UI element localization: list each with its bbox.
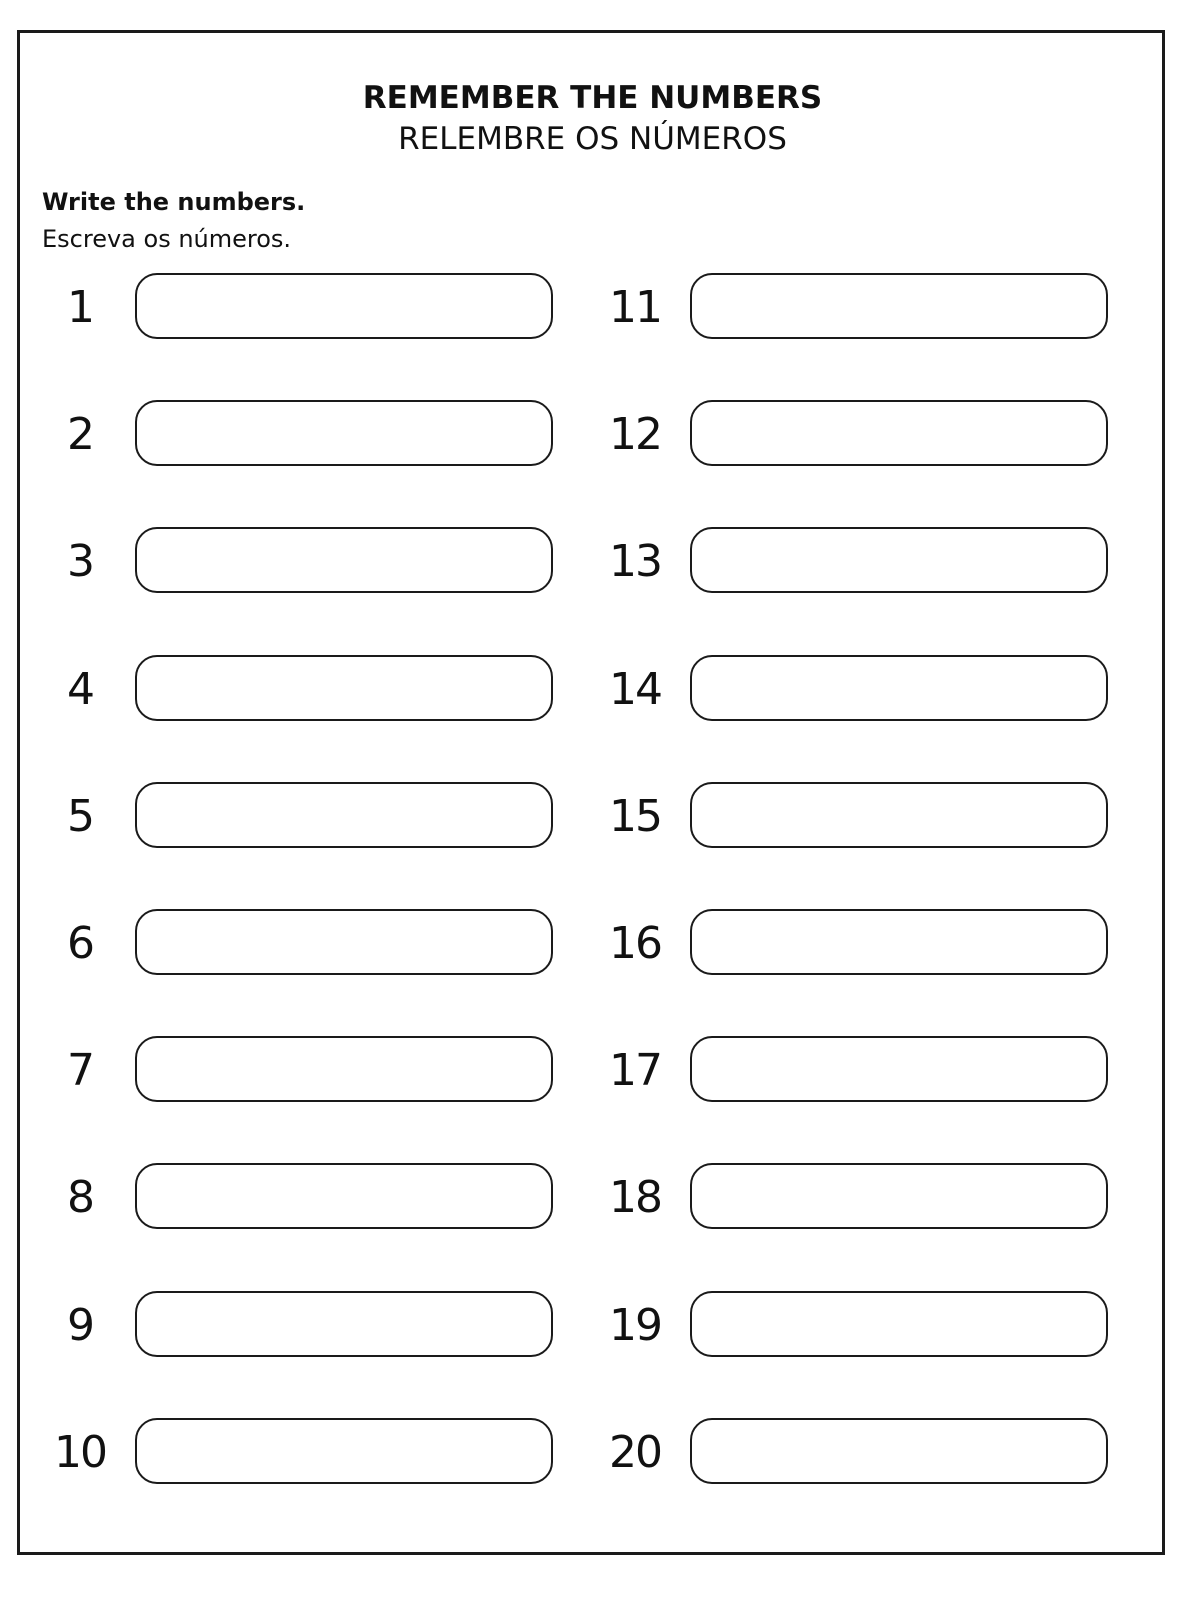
instruction-portuguese: Escreva os números.	[42, 225, 292, 253]
number-label: 12	[609, 409, 661, 460]
answer-box[interactable]	[690, 1291, 1108, 1357]
answer-box[interactable]	[690, 909, 1108, 975]
answer-box[interactable]	[690, 1418, 1108, 1484]
answer-box[interactable]	[135, 782, 553, 848]
number-label: 16	[609, 918, 661, 969]
answer-box[interactable]	[135, 1291, 553, 1357]
answer-box[interactable]	[690, 273, 1108, 339]
number-label: 2	[67, 409, 93, 460]
number-label: 11	[609, 282, 661, 333]
answer-box[interactable]	[135, 1418, 553, 1484]
number-label: 4	[67, 664, 93, 715]
number-label: 9	[67, 1300, 93, 1351]
answer-box[interactable]	[135, 400, 553, 466]
number-label: 6	[67, 918, 93, 969]
answer-box[interactable]	[135, 273, 553, 339]
page-title: REMEMBER THE NUMBERS	[362, 80, 823, 116]
answer-box[interactable]	[135, 527, 553, 593]
answer-box[interactable]	[135, 1036, 553, 1102]
answer-box[interactable]	[690, 655, 1108, 721]
number-label: 5	[67, 791, 93, 842]
number-label: 1	[67, 282, 93, 333]
answer-box[interactable]	[135, 655, 553, 721]
answer-box[interactable]	[135, 909, 553, 975]
page-subtitle: RELEMBRE OS NÚMEROS	[398, 121, 787, 157]
number-label: 15	[609, 791, 661, 842]
answer-box[interactable]	[690, 782, 1108, 848]
answer-box[interactable]	[135, 1163, 553, 1229]
answer-box[interactable]	[690, 400, 1108, 466]
number-label: 7	[67, 1045, 93, 1096]
instruction-english: Write the numbers.	[42, 188, 306, 216]
number-label: 19	[609, 1300, 661, 1351]
number-label: 18	[609, 1172, 661, 1223]
answer-box[interactable]	[690, 1036, 1108, 1102]
number-label: 17	[609, 1045, 661, 1096]
number-label: 14	[609, 664, 661, 715]
number-label: 10	[54, 1427, 106, 1478]
answer-box[interactable]	[690, 527, 1108, 593]
number-label: 3	[67, 536, 93, 587]
number-label: 8	[67, 1172, 93, 1223]
number-label: 13	[609, 536, 661, 587]
answer-box[interactable]	[690, 1163, 1108, 1229]
number-label: 20	[609, 1427, 661, 1478]
